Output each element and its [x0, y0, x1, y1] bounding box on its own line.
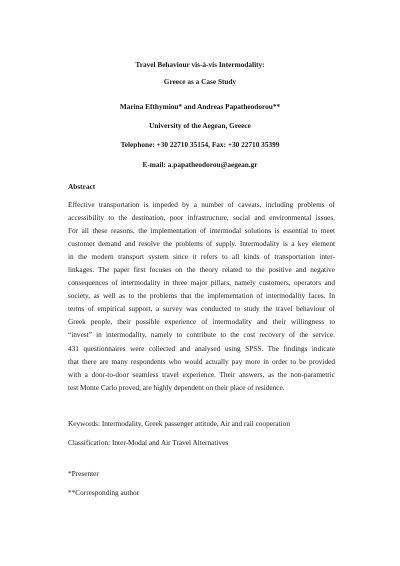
paper-title-line-2: Greece as a Case Study	[163, 77, 237, 86]
abstract-line: 431 questionnaires were collected and analysed using SPSS. The findings indicate	[68, 343, 335, 353]
abstract-heading: Abstract	[68, 182, 96, 191]
contact-phone-fax: Telephone: +30 22710 35154, Fax: +30 22710 35399	[120, 140, 280, 149]
abstract-line: that there are many respondents who would actually pay more in order to be provided	[68, 356, 335, 366]
abstract-line: society, as well as to the problems that the implementation of intermodality faces. In	[68, 291, 335, 301]
footnote-corresponding-author: **Corresponding author	[68, 488, 140, 497]
contact-email: E-mail: a.papatheodorou@aegean.gr	[142, 160, 258, 169]
abstract-body	[68, 198, 335, 394]
abstract-line: accessibility to the destination, poor infrastructure, social and environmental issues.	[68, 213, 335, 223]
abstract-line: terms of empirical support, a survey was conducted to study the travel behaviour of	[68, 304, 335, 314]
abstract-line: Effective transportation is impeded by a number of caveats, including problems of	[68, 200, 335, 209]
abstract-line: “invest” in intermodality, namely to contribute to the cost recovery of the service.	[68, 330, 335, 340]
keywords: Keywords: Intermodality, Greek passenger attitude, Air and rail cooperation	[68, 419, 291, 428]
abstract-line: Greek people, their possible experience of intermodality and their willingness to	[68, 317, 335, 327]
authors: Marina Efthymiou* and Andreas Papatheodorou**	[119, 102, 281, 111]
abstract-line: consequences of intermodality in three major pillars, namely customers, operators and	[68, 278, 335, 288]
abstract-line: For all these reasons, the implementation of intermodal solutions is essential to meet	[68, 226, 335, 236]
footnote-presenter: *Presenter	[68, 469, 99, 478]
paper-title-line-1: Travel Behaviour vis-à-vis Intermodality:	[135, 60, 265, 69]
affiliation: University of the Aegean, Greece	[149, 121, 251, 130]
abstract-line: customer demand and resolve the problems of supply. Intermodality is a key element	[68, 239, 335, 249]
classification: Classification: Inter-Modal and Air Travel Alternatives	[68, 438, 229, 447]
abstract-line: linkages. The paper first focuses on the theory related to the positive and negative	[68, 265, 335, 275]
abstract-line: test Monte Carlo proved, are highly dependent on their place of residence.	[68, 382, 285, 392]
abstract-line: with a door-to-door seamless travel experience. Their answers, as the non-parametric	[68, 369, 335, 379]
abstract-line: in the modern transport system since it refers to all kinds of transportation inter-	[68, 252, 335, 262]
